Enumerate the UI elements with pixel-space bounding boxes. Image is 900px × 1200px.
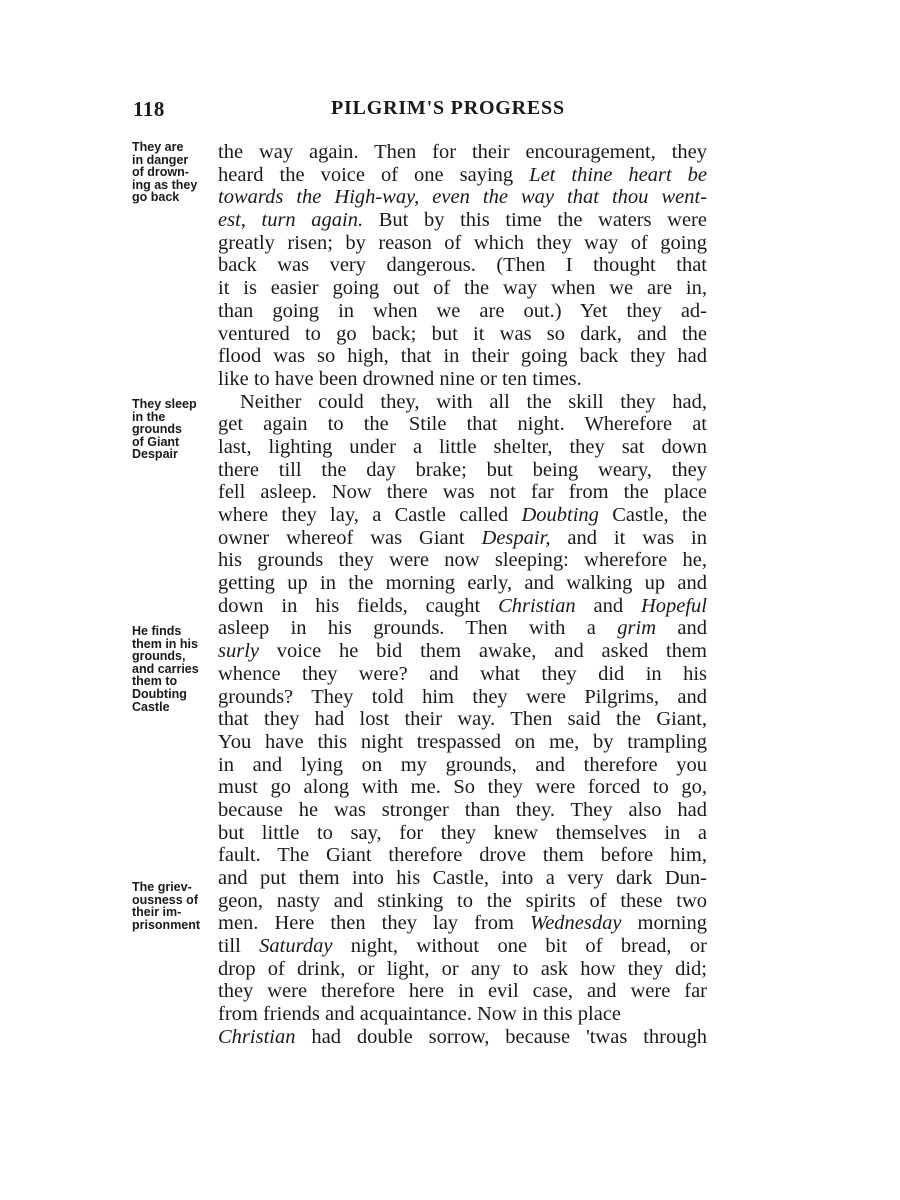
text-run: his grounds they were now sleeping: wherefore he, <box>218 549 707 572</box>
text-run: voice he bid them awake, and asked them <box>259 640 707 663</box>
text-run: because he was stronger than they. They also had <box>218 798 707 821</box>
text-line <box>218 617 707 640</box>
margin-note-line: Doubting <box>132 686 187 701</box>
text-line <box>218 1026 707 1049</box>
text-line <box>218 232 707 255</box>
margin-note-line: Despair <box>132 447 178 462</box>
text-run: in and lying on my grounds, and therefore you <box>218 753 707 776</box>
text-run: morning <box>621 912 707 935</box>
margin-note-line: Castle <box>132 699 170 714</box>
margin-note-line: and carries <box>132 661 199 676</box>
text-line <box>218 890 707 913</box>
text-line <box>218 754 707 777</box>
text-run: night, without one bit of bread, or <box>332 935 707 958</box>
text-run: and <box>656 617 707 640</box>
text-run: last, lighting under a little shelter, they sat down <box>218 435 707 458</box>
text-run: You have this night trespassed on me, by trampling <box>218 730 707 753</box>
text-run: where they lay, a Castle called <box>218 504 522 526</box>
text-line <box>218 504 707 527</box>
text-run: fell asleep. Now there was not far from the place <box>218 481 707 504</box>
text-line <box>218 776 707 799</box>
text-run: down in his fields, caught <box>218 594 499 617</box>
running-head: PILGRIM'S PROGRESS <box>331 97 565 119</box>
page-number: 118 <box>133 97 165 121</box>
text-line <box>218 595 707 618</box>
margin-note-line: grounds, <box>132 649 186 664</box>
text-run: grounds? They told him they were Pilgrims, and <box>218 685 707 708</box>
margin-note-line: in danger <box>132 152 189 167</box>
margin-note-line: in the <box>132 409 166 424</box>
margin-note-line: grounds <box>132 422 182 437</box>
text-run: but little to say, for they knew themselves in a <box>218 821 707 844</box>
text-line <box>218 686 707 709</box>
text-line <box>218 186 707 209</box>
margin-note-sleep <box>132 398 197 461</box>
text-line <box>218 1003 707 1026</box>
text-line <box>218 254 707 277</box>
text-run: they were therefore here in evil case, and were far <box>218 980 707 1003</box>
text-run: back was very dangerous. (Then I thought that <box>218 254 707 277</box>
italic-text: Despair, <box>481 526 551 549</box>
text-run: drop of drink, or light, or any to ask how they did; <box>218 957 707 980</box>
text-line <box>218 323 707 346</box>
margin-note-line: go back <box>132 190 180 205</box>
margin-note-giant-finds <box>132 625 199 713</box>
margin-note-drowning <box>132 141 197 204</box>
text-run: must go along with me. So they were forced to go, <box>218 776 707 799</box>
text-line <box>218 708 707 731</box>
text-run: men. Here then they lay from <box>218 912 530 935</box>
text-run: flood was so high, that in their going back they had <box>218 345 707 368</box>
text-line <box>218 980 707 1003</box>
text-line <box>218 368 707 391</box>
margin-note-line: They sleep <box>132 397 197 411</box>
text-line <box>218 164 707 187</box>
italic-text: Christian <box>218 1025 296 1048</box>
text-line <box>218 844 707 867</box>
text-run: the way again. Then for their encouragement, they <box>218 141 707 163</box>
text-line <box>218 867 707 890</box>
italic-text: towards the High-way, even the way that thou went- <box>218 186 707 209</box>
text-run: had double sorrow, because 'twas through <box>295 1025 707 1048</box>
text-line <box>218 935 707 958</box>
text-run: it is easier going out of the way when we are in, <box>218 277 707 300</box>
italic-text: Doubting <box>521 504 599 526</box>
margin-note-line: them in his <box>132 636 198 651</box>
text-line <box>218 549 707 572</box>
italic-text: Let thine heart be <box>529 163 707 186</box>
italic-text: Saturday <box>259 935 333 958</box>
margin-note-line: ing as they <box>132 177 198 192</box>
text-run: getting up in the morning early, and walking up and <box>218 572 707 595</box>
italic-text: grim <box>617 617 656 640</box>
text-line <box>218 822 707 845</box>
text-run: like to have been drowned nine or ten times. <box>218 367 582 390</box>
text-line <box>218 912 707 935</box>
text-line <box>218 958 707 981</box>
text-run: owner whereof was Giant <box>218 526 482 549</box>
text-run: fault. The Giant therefore drove them before him, <box>218 844 707 867</box>
text-run: whence they were? and what they did in his <box>218 662 707 685</box>
text-line <box>218 277 707 300</box>
text-line <box>218 663 707 686</box>
margin-note-line: prisonment <box>132 917 201 932</box>
text-run: and <box>575 594 641 617</box>
text-run: till <box>218 935 260 958</box>
text-line <box>218 481 707 504</box>
text-line <box>218 300 707 323</box>
margin-note-line: He finds <box>132 624 182 638</box>
text-run: from friends and acquaintance. Now in this place <box>218 1003 622 1026</box>
italic-text: Wednesday <box>530 912 622 935</box>
italic-text: est, turn again. <box>218 209 364 232</box>
margin-note-line: of drown- <box>132 165 189 180</box>
text-line <box>218 459 707 482</box>
margin-note-line: ousness of <box>132 892 198 907</box>
text-line <box>218 572 707 595</box>
text-line <box>218 209 707 232</box>
text-run: get again to the Stile that night. Wherefore at <box>218 413 707 436</box>
margin-note-line: They are <box>132 140 184 154</box>
body-text <box>218 141 707 1049</box>
text-run: than going in when we are out.) Yet they ad- <box>218 299 707 322</box>
text-line <box>218 799 707 822</box>
text-run: ventured to go back; but it was so dark, and the <box>218 322 707 345</box>
text-line <box>218 413 707 436</box>
text-line <box>218 527 707 550</box>
text-run: there till the day brake; but being weary, they <box>218 458 707 481</box>
text-run: asleep in his grounds. Then with a <box>218 617 618 640</box>
text-line <box>218 345 707 368</box>
margin-note-line: their im- <box>132 905 182 920</box>
margin-note-line: The griev- <box>132 880 192 894</box>
margin-note-line: of Giant <box>132 434 180 449</box>
text-line <box>218 141 707 164</box>
italic-text: surly <box>218 640 259 663</box>
italic-text: Hopeful <box>640 594 707 617</box>
italic-text: Christian <box>498 594 576 617</box>
text-run: But by this time the waters were <box>363 209 707 232</box>
text-run: that they had lost their way. Then said the Giant, <box>218 708 707 731</box>
text-run: and it was in <box>550 526 707 549</box>
text-run: Castle, the <box>598 504 707 526</box>
text-run: heard the voice of one saying <box>218 163 530 186</box>
text-line <box>218 640 707 663</box>
text-run: geon, nasty and stinking to the spirits of these two <box>218 889 707 912</box>
margin-note-imprisonment <box>132 881 200 931</box>
text-line <box>218 391 707 414</box>
text-run: and put them into his Castle, into a very dark Dun- <box>218 867 707 889</box>
text-run: Neither could they, with all the skill they had, <box>240 390 707 413</box>
margin-note-line: them to <box>132 674 178 689</box>
text-line <box>218 436 707 459</box>
text-run: greatly risen; by reason of which they way of going <box>218 231 707 254</box>
text-line <box>218 731 707 754</box>
page-header <box>133 97 708 127</box>
